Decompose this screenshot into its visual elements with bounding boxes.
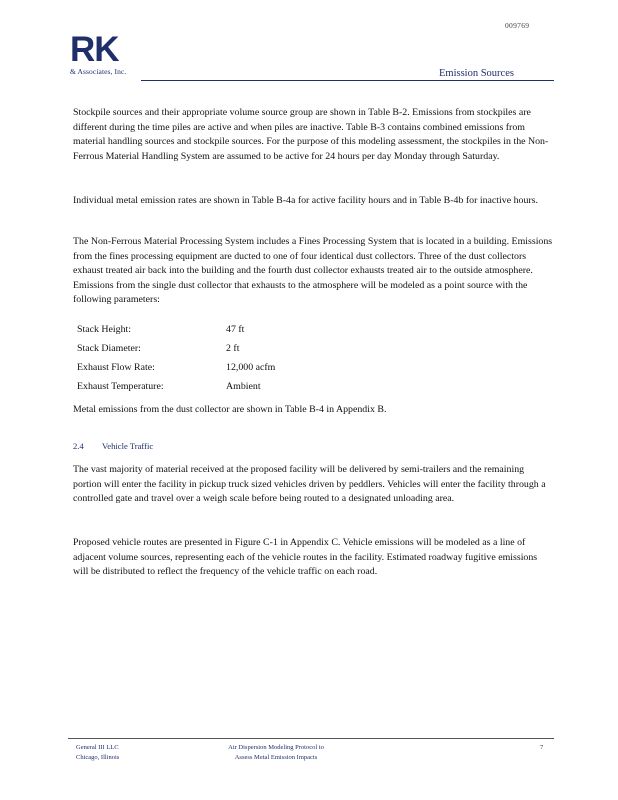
footer-title-line2: Assess Metal Emission Impacts xyxy=(234,754,318,761)
header-section-title: Emission Sources xyxy=(439,68,514,79)
section-number: 2.4 xyxy=(73,441,84,451)
header-divider xyxy=(141,80,554,81)
stack-parameters-list xyxy=(77,320,377,396)
section-heading xyxy=(73,441,153,451)
parameter-row xyxy=(77,339,377,358)
paragraph-fines-processing: The Non-Ferrous Material Processing System includes a Fines Processing System that is located in a building. Emissions from the fines processing equipment are ducted to one of four identical dust collectors. Three of the dust collectors exhaust treated air back into the building and the fourth dust collector exhausts treated air to the outside atmosphere. Emissions from the single dust collector that exhausts to the atmosphere will be modeled as a point source with the following parameters: xyxy=(73,236,553,305)
page-number: 7 xyxy=(540,744,544,751)
parameter-value: Ambient xyxy=(226,381,261,392)
footer-document-title xyxy=(226,743,326,763)
parameter-row xyxy=(77,377,377,396)
paragraph-vehicle-delivery: The vast majority of material received at the proposed facility will be delivered by semi-trailers and the remaining portion will enter the facility in pickup truck sized vehicles driven by peddlers. Vehicles will enter the facility through a controlled gate and travel over a weigh scale before being routed to a designated unloading area. xyxy=(73,464,546,504)
parameter-label: Exhaust Flow Rate: xyxy=(77,362,155,373)
footer-divider xyxy=(68,738,554,739)
paragraph-dust-collector: Metal emissions from the dust collector are shown in Table B-4 in Appendix B. xyxy=(73,404,387,415)
parameter-value: 2 ft xyxy=(226,343,240,354)
footer-client-name: General III LLC xyxy=(76,744,119,751)
logo-mark: RK xyxy=(70,30,119,69)
paragraph-vehicle-routes: Proposed vehicle routes are presented in Figure C-1 in Appendix C. Vehicle emissions will be modeled as a line of adjacent volume sources, representing each of the vehicle routes in the facility. Estimated roadway fugitive emissions will be distributed to reflect the frequency of the vehicle traffic on each road. xyxy=(73,537,538,577)
logo-subtitle: & Associates, Inc. xyxy=(70,67,127,76)
parameter-label: Stack Height: xyxy=(77,324,132,335)
parameter-label: Exhaust Temperature: xyxy=(77,381,164,392)
parameter-value: 12,000 acfm xyxy=(226,362,276,373)
document-number: 009769 xyxy=(505,21,530,30)
parameter-row xyxy=(77,320,377,339)
footer-title-line1: Air Dispersion Modeling Protocol to xyxy=(228,744,324,751)
paragraph-stockpile: Stockpile sources and their appropriate volume source group are shown in Table B-2. Emissions from stockpiles are different during the time piles are active and when piles are inactive. Table B-3 contains combined emissions from material handling sources and stockpile sources. For the purpose of this modeling assessment, the stockpiles in the Non-Ferrous Material Handling System are assumed to be active for 24 hours per day Monday through Saturday. xyxy=(73,107,549,162)
parameter-value: 47 ft xyxy=(226,324,245,335)
company-logo xyxy=(70,30,134,76)
footer-client-location: Chicago, Illinois xyxy=(76,754,120,761)
parameter-label: Stack Diameter: xyxy=(77,343,141,354)
paragraph-metal-rates: Individual metal emission rates are shown in Table B-4a for active facility hours and in Table B-4b for inactive hours. xyxy=(73,195,538,206)
footer-client xyxy=(76,743,119,763)
section-title: Vehicle Traffic xyxy=(102,441,154,451)
parameter-row xyxy=(77,358,377,377)
